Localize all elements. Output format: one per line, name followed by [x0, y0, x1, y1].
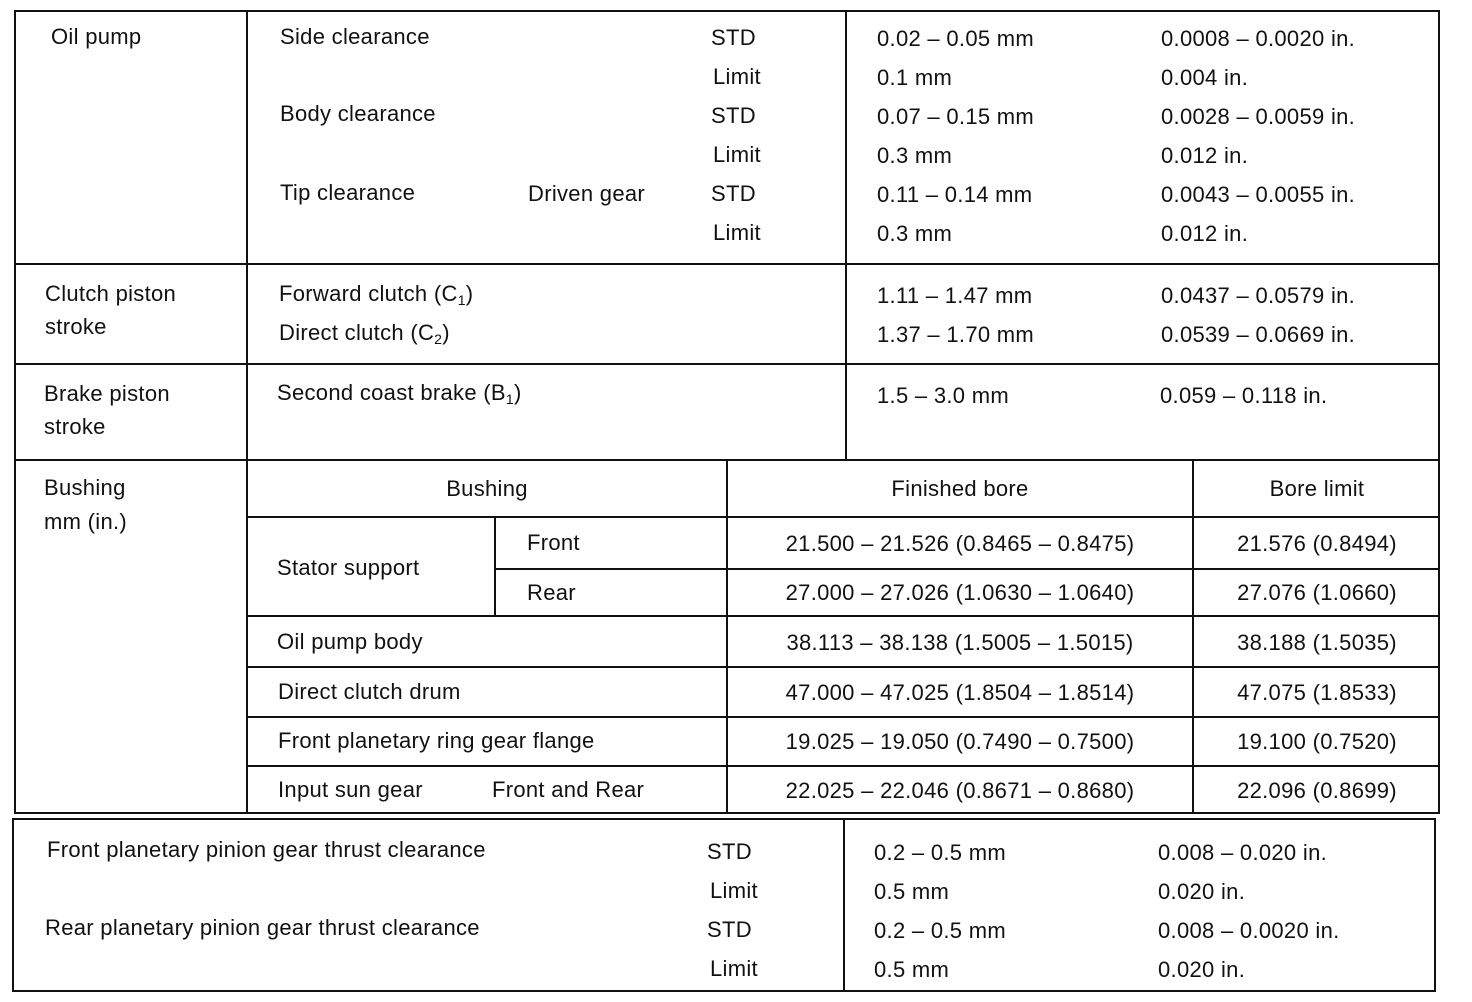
stator-rear-bore: 27.000 – 27.026 (1.0630 – 1.0640) — [785, 580, 1135, 605]
pinion-in: 0.020 in. — [1158, 957, 1246, 982]
oil-pump-in: 0.0008 – 0.0020 in. — [1161, 26, 1356, 51]
clutch-label-line-2: stroke — [45, 314, 107, 339]
oil-pump-mm: 0.11 – 0.14 mm — [877, 182, 1033, 207]
pinion-in: 0.008 – 0.0020 in. — [1158, 918, 1340, 943]
pinion-mm: 0.5 mm — [874, 957, 950, 982]
oil-pump-tag: STD — [711, 103, 756, 128]
direct-clutch-mm: 1.37 – 1.70 mm — [877, 322, 1035, 347]
bushing-label-line-2: mm (in.) — [44, 509, 128, 534]
forward-clutch-in: 0.0437 – 0.0579 in. — [1161, 283, 1356, 308]
bushing-row-6 — [246, 765, 1440, 767]
pinion-tag: STD — [707, 917, 752, 942]
bushing-row-bore: 38.113 – 38.138 (1.5005 – 1.5015) — [786, 630, 1134, 655]
bushing-header-bore-limit: Bore limit — [1269, 476, 1365, 501]
body-clearance-label: Body clearance — [280, 101, 436, 126]
pinion-values-divider — [843, 818, 845, 992]
bushing-label-line-1: Bushing — [44, 475, 126, 500]
bushing-row-5 — [246, 716, 1440, 718]
brake-mm: 1.5 – 3.0 mm — [877, 383, 1009, 408]
oil-pump-in: 0.0043 – 0.0055 in. — [1161, 182, 1356, 207]
second-coast-brake-label: Second coast brake $(B_1)$ — [277, 380, 522, 407]
bushing-row-name: Direct clutch drum — [278, 679, 461, 704]
bushing-row-bore: 47.000 – 47.025 (1.8504 – 1.8514) — [785, 680, 1135, 705]
bushing-header-bushing: Bushing — [446, 476, 528, 501]
oil-pump-label: Oil pump — [51, 24, 142, 49]
front-pinion-label: Front planetary pinion gear thrust clearance — [47, 837, 486, 862]
input-sun-gear-position: Front and Rear — [492, 777, 645, 802]
oil-pump-mm: 0.02 – 0.05 mm — [877, 26, 1035, 51]
values-divider — [845, 10, 847, 460]
pinion-in: 0.008 – 0.020 in. — [1158, 840, 1328, 865]
stator-rear-label: Rear — [527, 580, 576, 605]
oil-pump-tag: STD — [711, 181, 756, 206]
oil-pump-in: 0.0028 – 0.0059 in. — [1161, 104, 1356, 129]
pinion-tag: Limit — [710, 956, 758, 981]
pinion-mm: 0.5 mm — [874, 879, 950, 904]
pinion-tag: Limit — [710, 878, 758, 903]
stator-support-label: Stator support — [277, 555, 420, 580]
oil-pump-tag: Limit — [713, 64, 761, 89]
bushing-row-3 — [246, 615, 1440, 617]
oil-pump-in: 0.012 in. — [1161, 143, 1249, 168]
oil-pump-in: 0.012 in. — [1161, 221, 1249, 246]
forward-clutch-label: Forward clutch $(C_1)$ — [279, 281, 474, 308]
pinion-mm: 0.2 – 0.5 mm — [874, 918, 1006, 943]
oil-pump-mm: 0.3 mm — [877, 143, 953, 168]
bushing-row-name: Oil pump body — [277, 629, 423, 654]
oil-pump-mm: 0.07 – 0.15 mm — [877, 104, 1035, 129]
tip-clearance-label: Tip clearance — [280, 180, 416, 205]
oil-pump-mm: 0.3 mm — [877, 221, 953, 246]
left-column-divider — [246, 10, 248, 814]
stator-col-divider — [494, 516, 496, 615]
stator-front-label: Front — [527, 530, 580, 555]
input-sun-gear-limit: 22.096 (0.8699) — [1237, 778, 1397, 803]
brake-label-line-2: stroke — [44, 414, 106, 439]
bushing-row-2 — [494, 568, 1440, 570]
direct-clutch-in: 0.0539 – 0.0669 in. — [1161, 322, 1356, 347]
direct-clutch-label: Direct clutch $(C_2)$ — [279, 320, 450, 347]
bushing-row-1 — [246, 516, 1440, 518]
pinion-in: 0.020 in. — [1158, 879, 1246, 904]
oil-pump-tag: STD — [711, 25, 756, 50]
bushing-row-limit: 47.075 (1.8533) — [1237, 680, 1397, 705]
input-sun-gear-bore: 22.025 – 22.046 (0.8671 – 0.8680) — [785, 778, 1135, 803]
stator-front-limit: 21.576 (0.8494) — [1237, 531, 1397, 556]
stator-rear-limit: 27.076 (1.0660) — [1237, 580, 1397, 605]
section-divider-1 — [14, 263, 1440, 265]
bushing-row-limit: 38.188 (1.5035) — [1237, 630, 1397, 655]
forward-clutch-mm: 1.11 – 1.47 mm — [877, 283, 1033, 308]
pinion-tag: STD — [707, 839, 752, 864]
bushing-row-name: Front planetary ring gear flange — [278, 728, 595, 753]
stator-front-bore: 21.500 – 21.526 (0.8465 – 0.8475) — [785, 531, 1135, 556]
brake-in: 0.059 – 0.118 in. — [1160, 383, 1328, 408]
bushing-row-bore: 19.025 – 19.050 (0.7490 – 0.7500) — [785, 729, 1135, 754]
oil-pump-in: 0.004 in. — [1161, 65, 1249, 90]
rear-pinion-label: Rear planetary pinion gear thrust clearance — [45, 915, 480, 940]
oil-pump-mm: 0.1 mm — [877, 65, 953, 90]
oil-pump-tag: Limit — [713, 142, 761, 167]
input-sun-gear-label: Input sun gear — [278, 777, 423, 802]
clutch-label-line-1: Clutch piston — [45, 281, 177, 306]
oil-pump-tag: Limit — [713, 220, 761, 245]
side-clearance-label: Side clearance — [280, 24, 430, 49]
brake-label-line-1: Brake piston — [44, 381, 170, 406]
section-divider-2 — [14, 363, 1440, 365]
driven-gear-label: Driven gear — [528, 181, 646, 206]
bushing-row-limit: 19.100 (0.7520) — [1237, 729, 1397, 754]
pinion-mm: 0.2 – 0.5 mm — [874, 840, 1006, 865]
bushing-row-4 — [246, 666, 1440, 668]
bushing-header-finished-bore: Finished bore — [891, 476, 1029, 501]
